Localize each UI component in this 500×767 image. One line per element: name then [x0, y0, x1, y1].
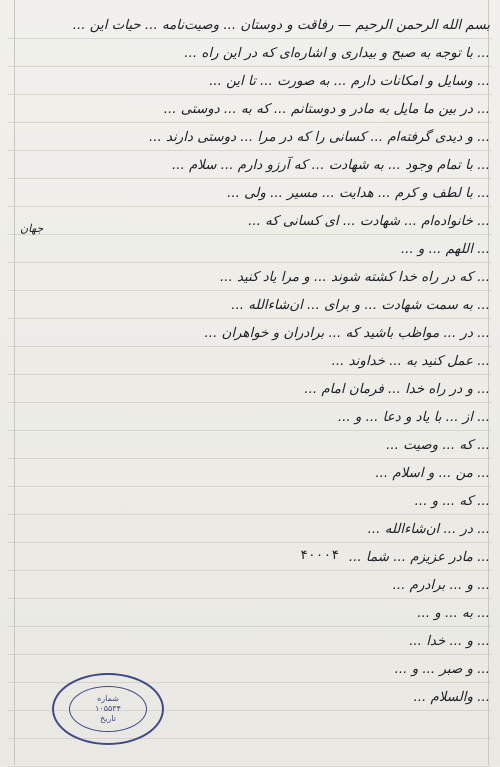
- text-line: ... عمل کنید به ... خداوند ...: [331, 354, 490, 369]
- handwritten-text: [28, 12, 490, 712]
- text-line: ... با تمام وجود ... به شهادت ... که آرزو دارم ... سلام ...: [171, 158, 490, 173]
- text-line: ... که ... وصیت ...: [386, 438, 490, 453]
- written-numerals: ۴۰۰۰۴: [300, 548, 340, 563]
- text-line: ... مادر عزیزم ... شما ...: [348, 550, 490, 565]
- text-line: ... و صبر ... و ...: [394, 662, 490, 677]
- text-line: ... در ... مواظب باشید که ... برادران و خواهران ...: [204, 326, 490, 341]
- text-line: ... به ... و ...: [417, 606, 490, 621]
- left-margin-rule: [14, 0, 15, 765]
- text-line: ... که ... و ...: [414, 494, 490, 509]
- text-line: ... به سمت شهادت ... و برای ... ان‌شاءالله ...: [231, 298, 490, 313]
- stamp-inner-ring: [69, 686, 147, 732]
- text-line: ... والسلام ...: [413, 690, 490, 705]
- stamp-line-2: ۱۰۵۵۳۴: [95, 704, 121, 713]
- marginal-note: جهان: [20, 222, 44, 235]
- stamp-line-3: تاریخ: [100, 714, 116, 723]
- text-line: ... و ... برادرم ...: [392, 578, 490, 593]
- text-line: ... با لطف و کرم ... هدایت ... مسیر ... ولی ...: [227, 186, 490, 201]
- text-line: ... من ... و اسلام ...: [375, 466, 490, 481]
- stamp: [52, 673, 164, 745]
- text-line: ... خانواده‌ام ... شهادت ... ای کسانی که ...: [248, 214, 490, 229]
- text-line: ... وسایل و امکانات دارم ... به صورت ... تا این ...: [209, 74, 490, 89]
- text-line: ... و ... خدا ...: [409, 634, 490, 649]
- text-line: ... اللهم ... و ...: [400, 242, 490, 257]
- text-line: ... و دیدی گرفته‌ام ... کسانی را که در مرا ... دوستی دارند ...: [149, 130, 490, 145]
- text-line: بسم الله الرحمن الرحیم — رفاقت و دوستان ... وصیت‌نامه ... حیات این ...: [72, 18, 490, 33]
- text-line: ... که در راه خدا کشته شوند ... و مرا یاد کنید ...: [219, 270, 490, 285]
- text-line: ... و در راه خدا ... فرمان امام ...: [304, 382, 490, 397]
- text-line: ... با توجه به صبح و بیداری و اشاره‌ای که در این راه ...: [184, 46, 490, 61]
- stamp-line-1: شماره: [97, 694, 119, 703]
- text-line: ... در بین ما مایل به مادر و دوستانم ... که به ... دوستی ...: [163, 102, 490, 117]
- text-line: ... از ... با یاد و دعا ... و ...: [337, 410, 490, 425]
- text-line: ... در ... ان‌شاءالله ...: [367, 522, 490, 537]
